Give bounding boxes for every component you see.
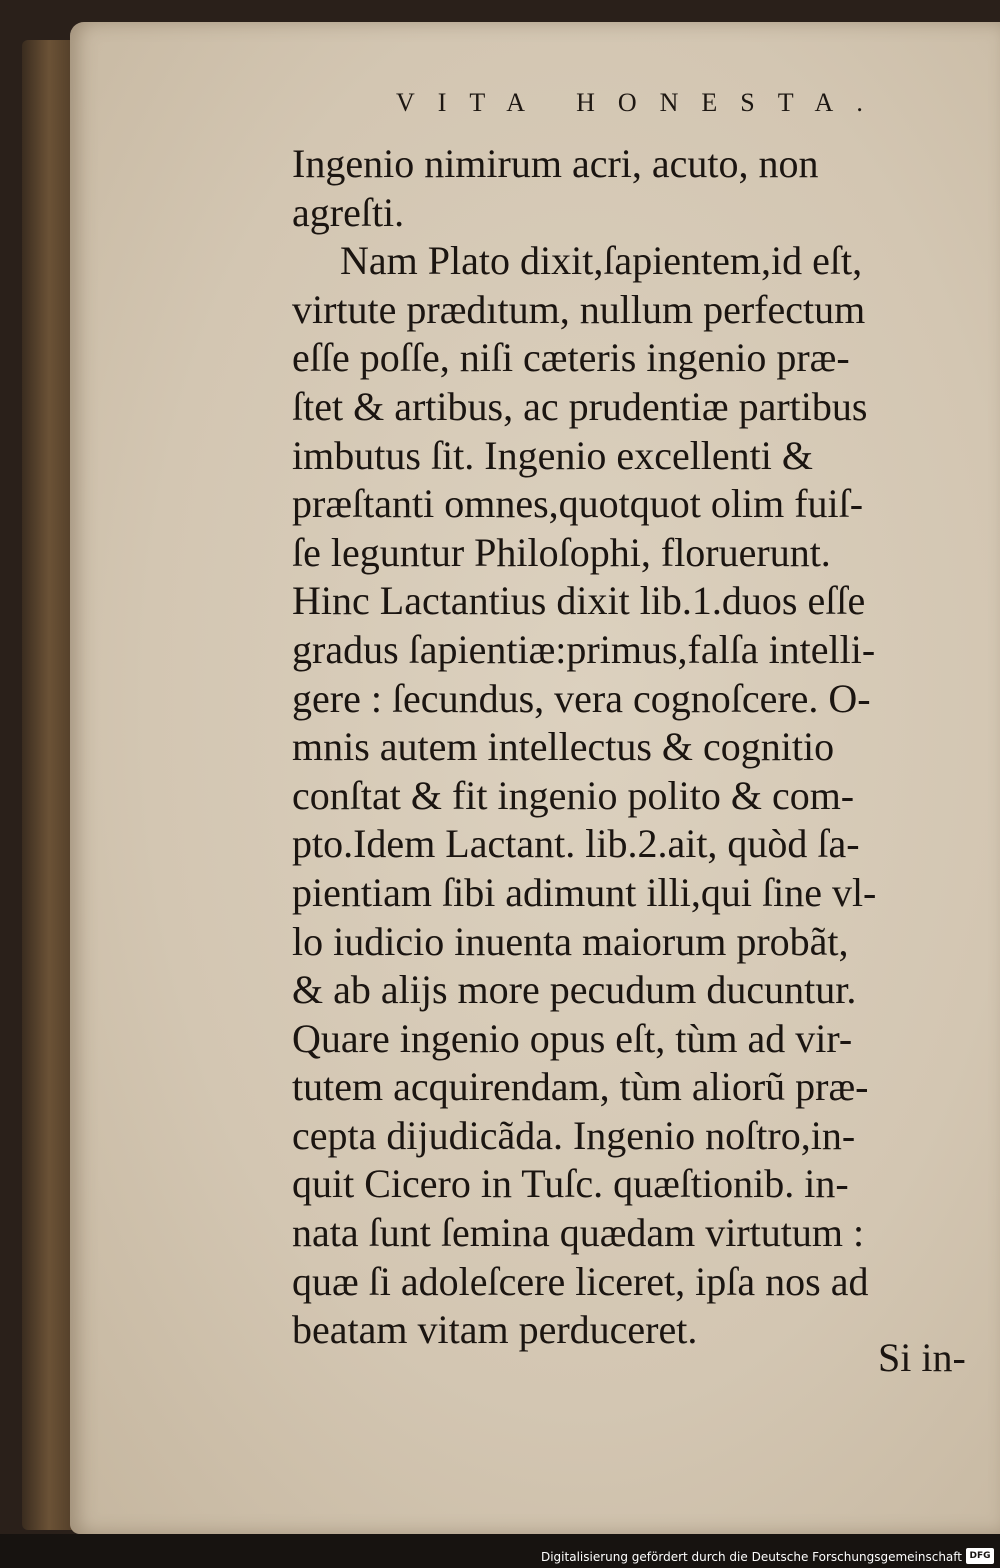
text-line: Hinc Lactantius dixit lib.1.duos eſſe bbox=[292, 578, 866, 624]
text-line: ſtet & artibus, ac prudentiæ partibus bbox=[292, 383, 868, 429]
text-line: beatam vitam perduceret. bbox=[292, 1307, 698, 1353]
text-line: eſſe poſſe, niſi cæteris ingenio præ- bbox=[292, 335, 850, 381]
running-header: VITA HONESTA. bbox=[396, 88, 886, 117]
text-line: virtute prædıtum, nullum perfectum bbox=[292, 286, 866, 332]
text-line: ſe leguntur Philoſophi, floruerunt. bbox=[292, 529, 831, 575]
text-line: cepta dijudicãda. Ingenio noſtro,in- bbox=[292, 1112, 856, 1158]
text-line: imbutus ſit. Ingenio excellenti & bbox=[292, 432, 814, 478]
text-line: quæ ſi adoleſcere liceret, ipſa nos ad bbox=[292, 1258, 869, 1304]
text-line: gere : ſecundus, vera cognoſcere. O- bbox=[292, 675, 871, 721]
text-line: pto.Idem Lactant. lib.2.ait, quòd ſa- bbox=[292, 821, 860, 867]
text-line: agreſti. bbox=[292, 189, 405, 235]
text-line: Quare ingenio opus eſt, tùm ad vir- bbox=[292, 1015, 853, 1061]
text-line: Nam Plato dixit,ſapientem,id eſt, bbox=[340, 238, 863, 284]
text-line: gradus ſapientiæ:primus,falſa intelli- bbox=[292, 626, 876, 672]
text-line: nata ſunt ſemina quædam virtutum : bbox=[292, 1210, 865, 1256]
footer-credit: Digitalisierung gefördert durch die Deutsche Forschungsgemeinschaft bbox=[540, 1550, 962, 1564]
text-line: quit Cicero in Tuſc. quæſtionib. in- bbox=[292, 1161, 849, 1207]
text-line: mnis autem intellectus & cognitio bbox=[292, 724, 835, 770]
footer-bar bbox=[0, 1534, 1000, 1568]
text-line: lo iudicio inuenta maiorum probãt, bbox=[292, 918, 849, 964]
text-line: tutem acquirendam, tùm aliorũ præ- bbox=[292, 1064, 869, 1110]
catchword: Si in- bbox=[878, 1335, 966, 1380]
dfg-logo-icon: DFG bbox=[966, 1548, 994, 1564]
text-line: conſtat & fit ingenio polito & com- bbox=[292, 772, 855, 818]
body-text bbox=[292, 140, 992, 1355]
text-line: præſtanti omnes,quotquot olim fuiſ- bbox=[292, 481, 864, 527]
text-line: Ingenio nimirum acri, acuto, non bbox=[292, 141, 819, 186]
text-line: pientiam ſibi adimunt illi,qui ſine vl- bbox=[292, 869, 877, 915]
text-line: & ab alijs more pecudum ducuntur. bbox=[292, 967, 857, 1013]
